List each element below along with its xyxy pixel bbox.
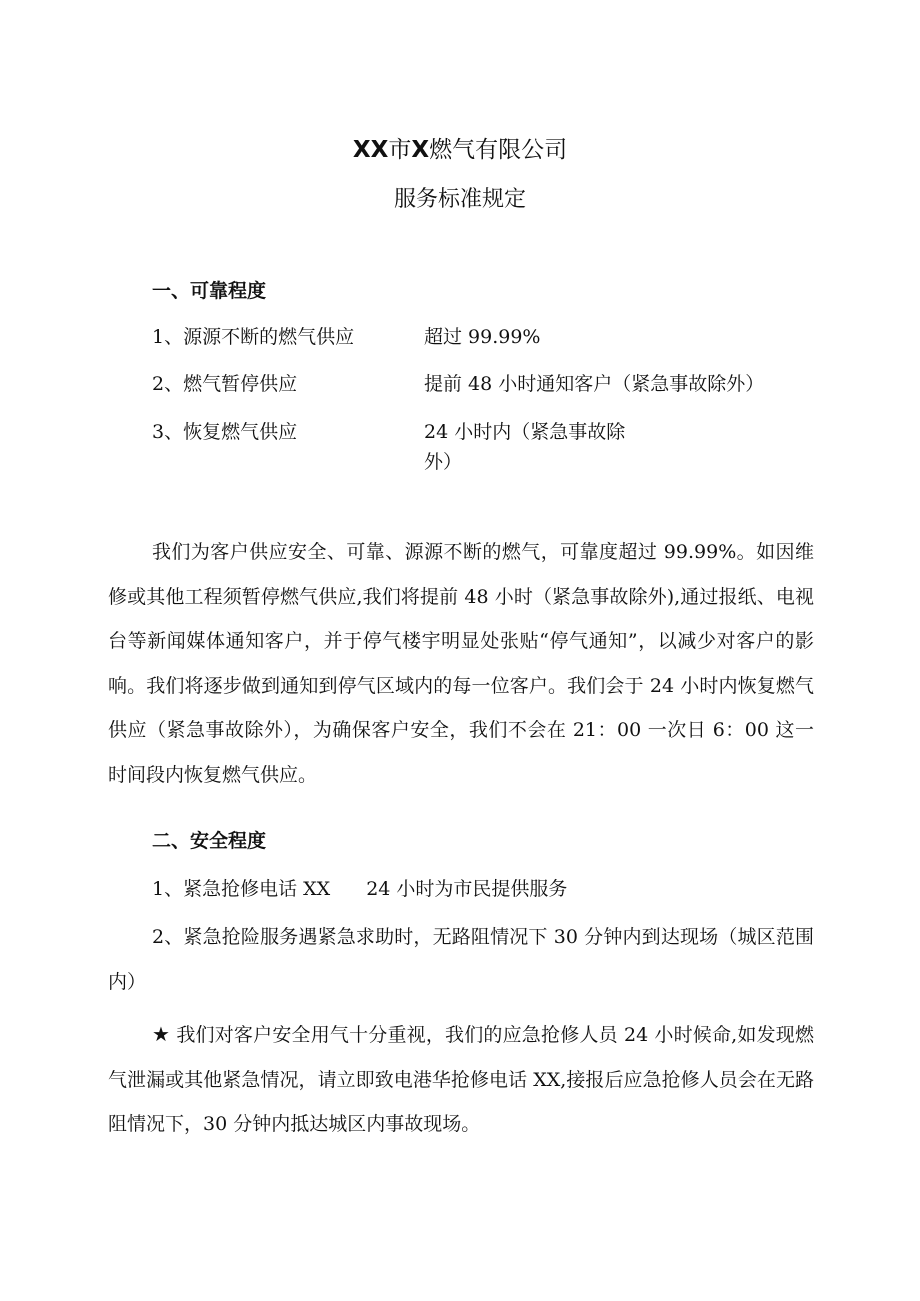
section1-heading: 一、可靠程度: [152, 280, 267, 302]
reliability-row-value: 提前 48 小时通知客户（紧急事故除外）: [424, 373, 765, 395]
safety-paragraph-text: 我们对客户安全用气十分重视，我们的应急抢修人员 24 小时候命,如发现燃气泄漏或其他紧急情况，请立即致电港华抢修电话 XX,接报后应急抢修人员会在无路阻情况下，30 分钟内抵达城区内事故现场。: [108, 1024, 814, 1135]
safety-paragraph: [108, 1012, 814, 1147]
reliability-row-label: 3、恢复燃气供应: [152, 421, 298, 443]
reliability-paragraph: 我们为客户供应安全、可靠、源源不断的燃气，可靠度超过 99.99%。如因维修或其他工程须暂停燃气供应,我们将提前 48 小时（紧急事故除外),通过报纸、电视台等新闻媒体通知客户，并于停气楼宇明显处张贴“停气通知”，以减少对客户的影响。我们将逐步做到通知到停气区域内的每一位客户。我们会于 24 小时内恢复燃气供应（紧急事故除外），为确保客户安全，我们不会在 21：00 一次日 6：00 这一时间段内恢复燃气供应。: [108, 541, 814, 786]
reliability-row-label: 1、源源不断的燃气供应: [152, 326, 355, 348]
reliability-row-label: 2、燃气暂停供应: [152, 373, 298, 395]
title-x: X: [411, 137, 430, 163]
reliability-row-value: 24 小时内（紧急事故除外）: [424, 421, 626, 473]
emergency-response-item: 2、紧急抢险服务遇紧急求助时，无路阻情况下 30 分钟内到达现场（城区范围内）: [108, 926, 814, 993]
star-icon: ★: [152, 1022, 171, 1046]
hotline-service: 24 小时为市民提供服务: [366, 878, 568, 900]
title-suffix: 燃气有限公司: [429, 137, 568, 163]
document-subtitle: 服务标准规定: [393, 187, 526, 212]
title-city: 市: [388, 137, 412, 163]
hotline-label: 1、紧急抢修电话 XX: [152, 878, 331, 900]
title-prefix: XX: [352, 137, 389, 163]
reliability-row-value: 超过 99.99%: [424, 326, 541, 348]
company-title: [0, 133, 920, 167]
section2-heading: 二、安全程度: [152, 830, 267, 852]
emergency-hotline-line: [152, 875, 567, 903]
